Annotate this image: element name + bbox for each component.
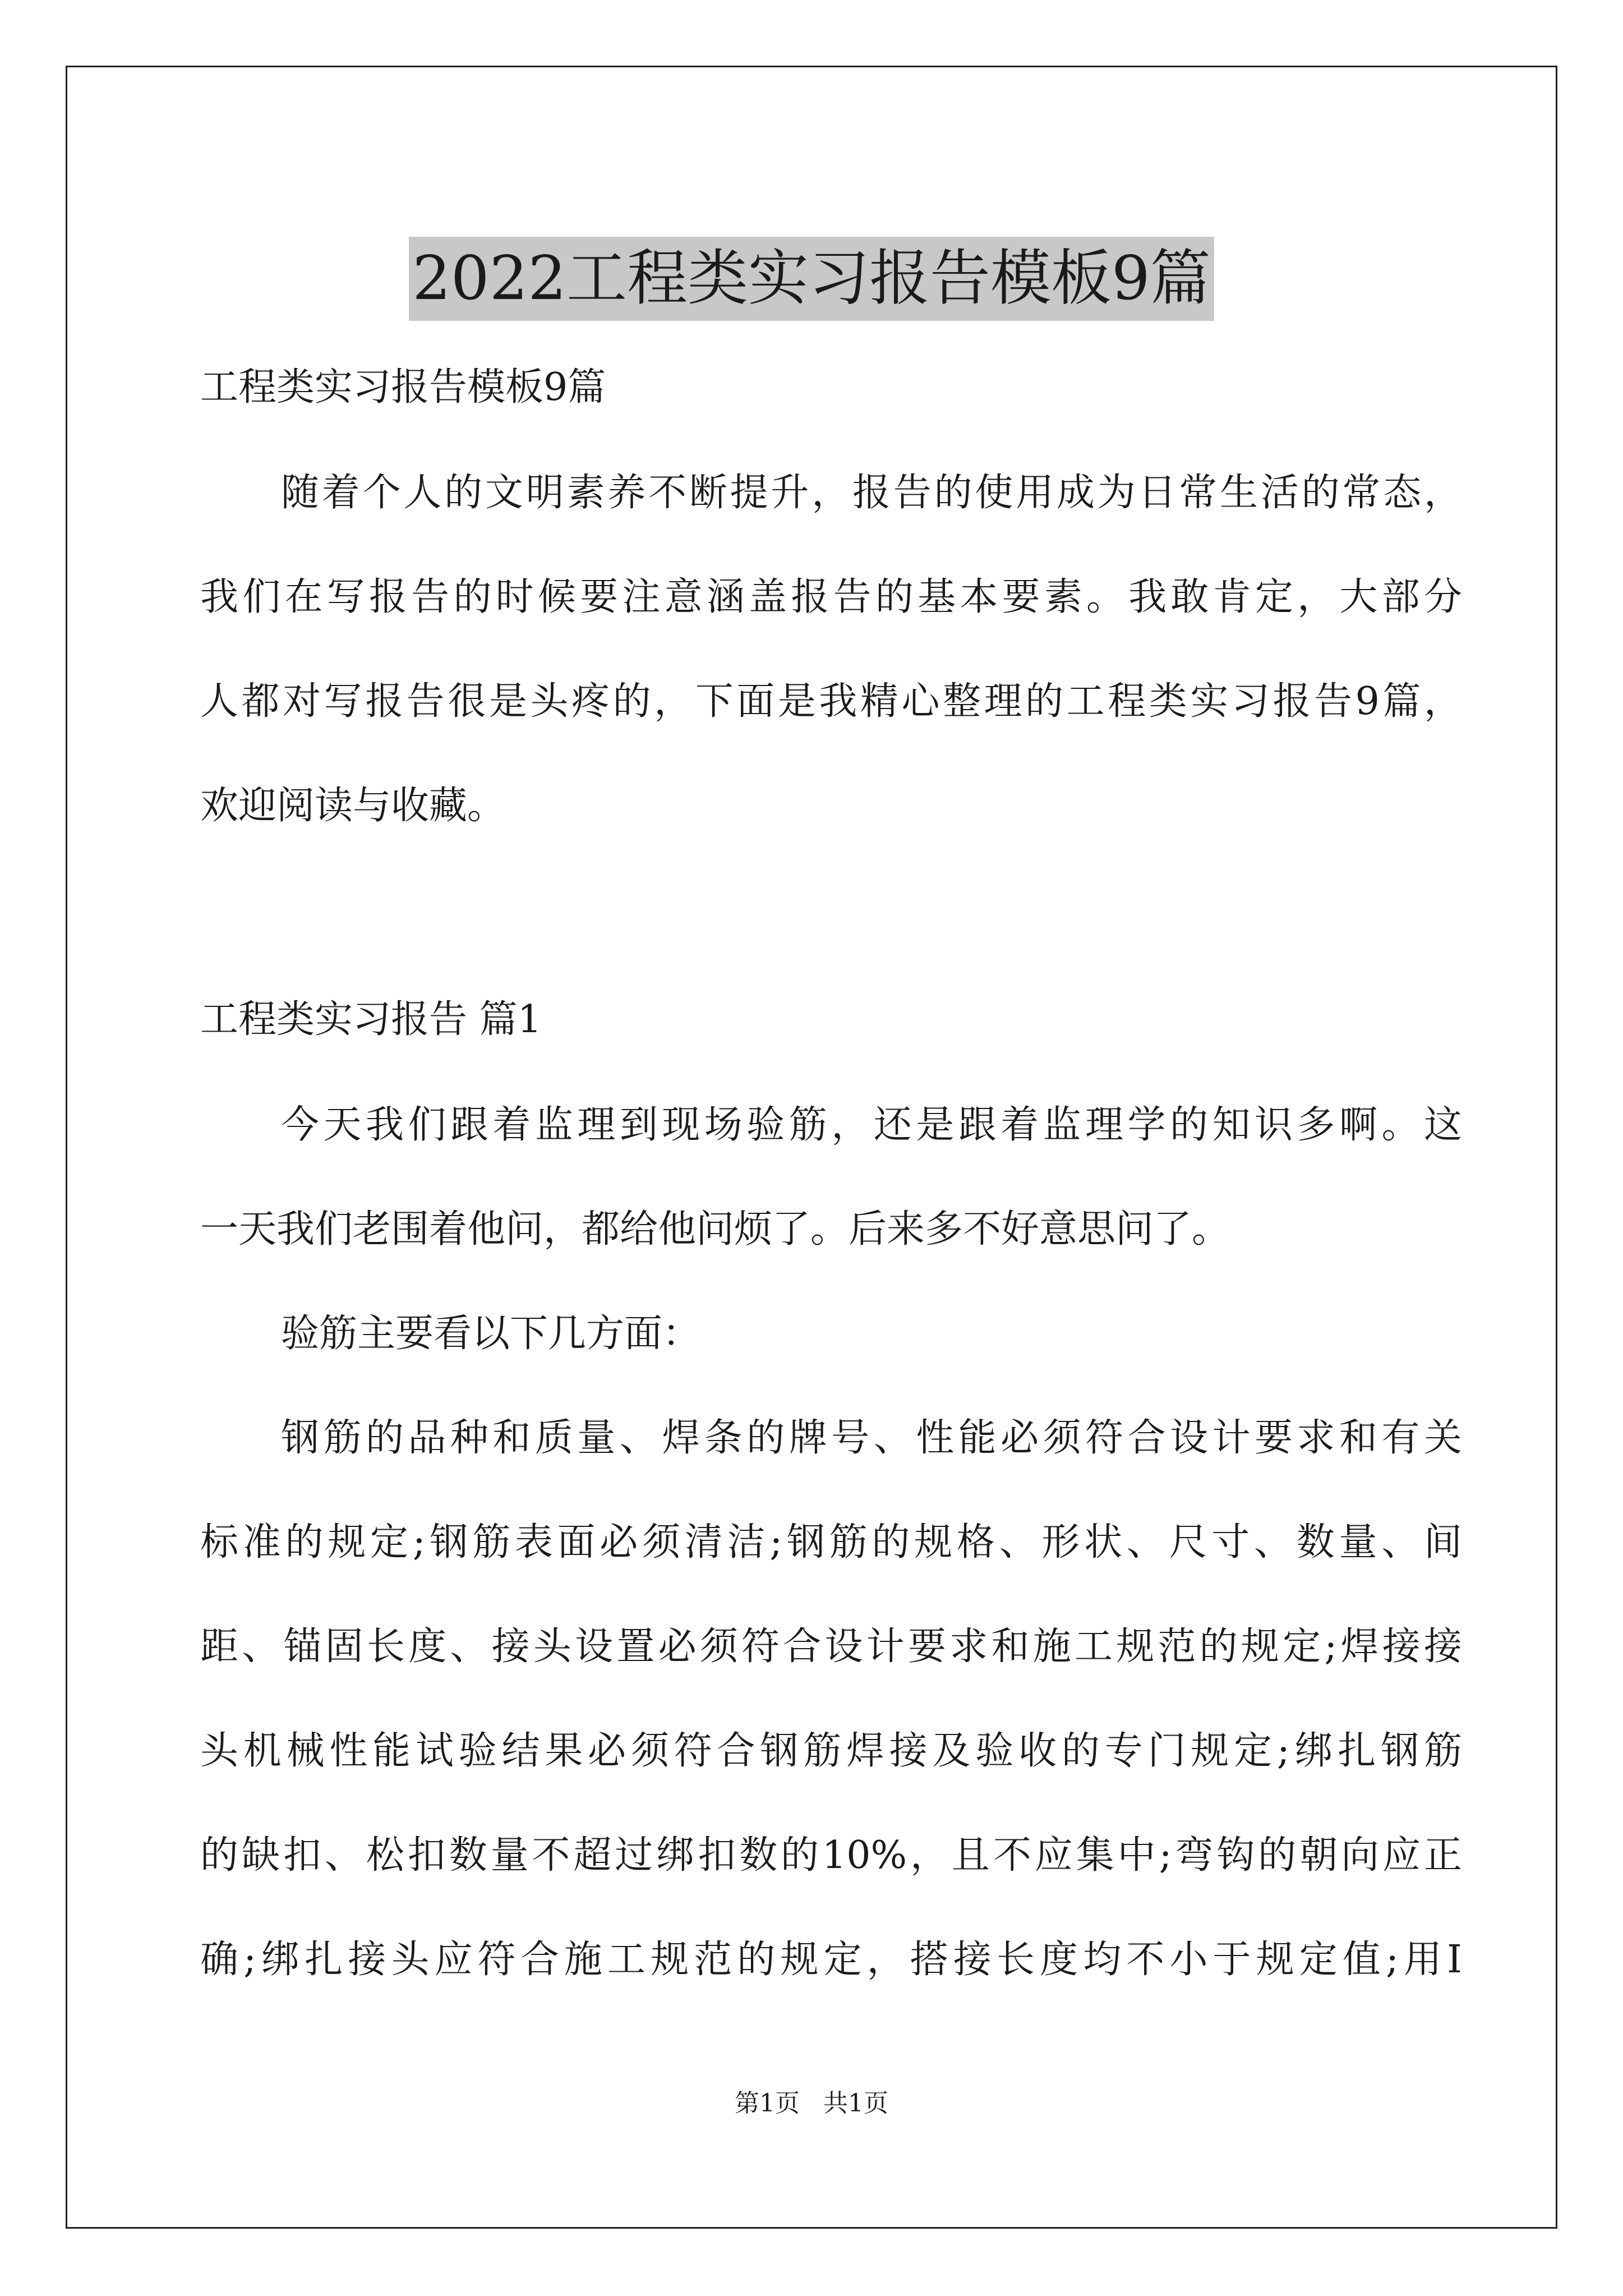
paragraph-line: 标准的规定;钢筋表面必须清洁;钢筋的规格、形状、尺寸、数量、间 — [200, 1520, 1462, 1565]
paragraph-line: 头机械性能试验结果必须符合钢筋焊接及验收的专门规定;绑扎钢筋 — [200, 1729, 1462, 1773]
paragraph-line: 确;绑扎接头应符合施工规范的规定，搭接长度均不小于规定值;用I — [200, 1938, 1462, 1982]
document-title: 2022工程类实习报告模板9篇 — [409, 237, 1214, 321]
intro-line: 欢迎阅读与收藏。 — [200, 784, 506, 828]
intro-line: 我们在写报告的时候要注意涵盖报告的基本要素。我敢肯定，大部分 — [200, 575, 1462, 619]
paragraph-line: 的缺扣、松扣数量不超过绑扣数的10%，且不应集中;弯钩的朝向应正 — [200, 1833, 1462, 1878]
page-footer: 第1页 共1页 — [735, 2089, 888, 2118]
paragraph-line: 距、锚固长度、接头设置必须符合设计要求和施工规范的规定;焊接接 — [200, 1625, 1462, 1669]
paragraph-line: 验筋主要看以下几方面： — [281, 1312, 701, 1356]
intro-line: 随着个人的文明素养不断提升，报告的使用成为日常生活的常态， — [281, 471, 1462, 515]
section-heading: 工程类实习报告 篇1 — [200, 997, 542, 1042]
paragraph-line: 一天我们老围着他问，都给他问烦了。后来多不好意思问了。 — [200, 1207, 1230, 1251]
paragraph-line: 今天我们跟着监理到现场验筋，还是跟着监理学的知识多啊。这 — [281, 1103, 1462, 1147]
intro-line: 人都对写报告很是头疼的，下面是我精心整理的工程类实习报告9篇， — [200, 679, 1462, 724]
paragraph-line: 钢筋的品种和质量、焊条的牌号、性能必须符合设计要求和有关 — [281, 1416, 1462, 1460]
document-subtitle: 工程类实习报告模板9篇 — [200, 365, 606, 409]
document-body — [200, 306, 1462, 1987]
